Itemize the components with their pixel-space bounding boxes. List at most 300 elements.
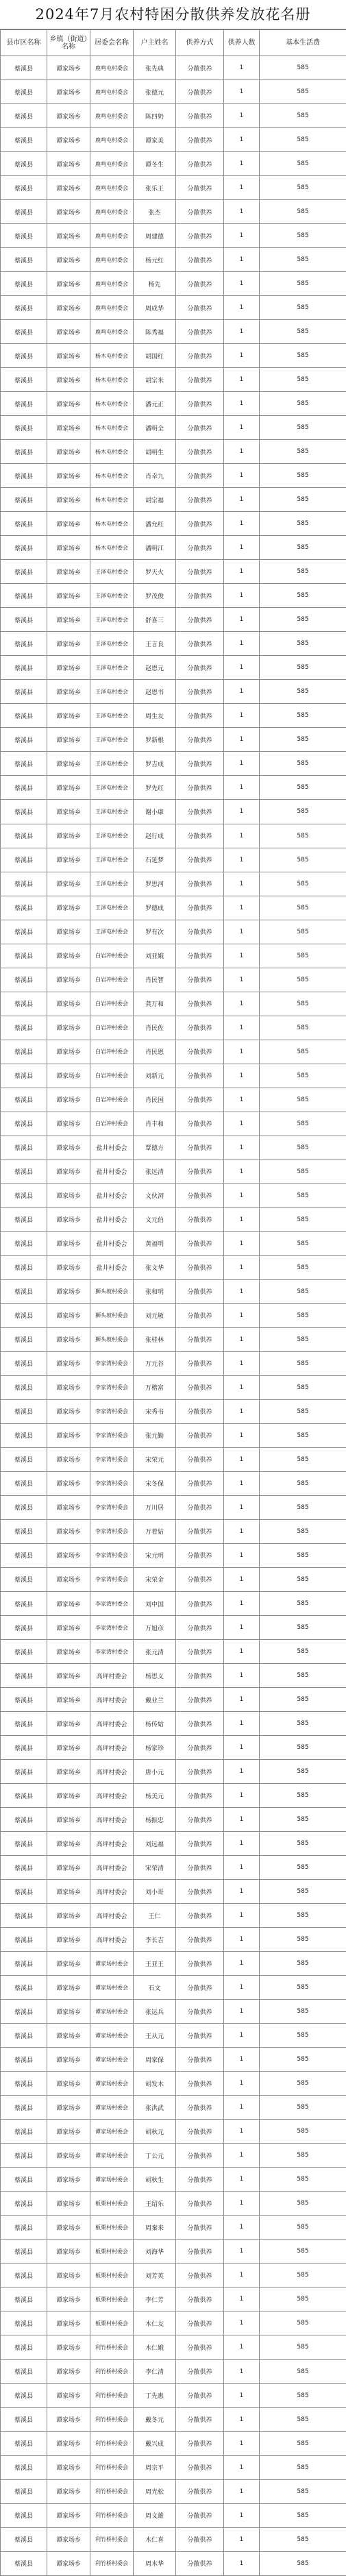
table-cell: 张桂林 xyxy=(134,1327,176,1351)
column-header: 户主姓名 xyxy=(134,30,176,56)
table-cell: 585 xyxy=(260,56,346,80)
table-cell: 1 xyxy=(224,2216,260,2240)
table-cell: 陈四奶 xyxy=(134,104,176,128)
table-cell: 胡秋元 xyxy=(134,2120,176,2144)
table-row xyxy=(1,752,346,776)
table-cell: 分散供养 xyxy=(176,608,224,632)
table-cell: 蔡溪县 xyxy=(1,488,47,512)
table-row xyxy=(1,392,346,416)
table-cell: 石延梦 xyxy=(134,848,176,872)
table-cell: 谭家场乡 xyxy=(47,992,90,1016)
table-cell: 谭家场乡 xyxy=(47,1207,90,1231)
table-cell: 1 xyxy=(224,1736,260,1760)
table-cell: 鹿鸣屯村委会 xyxy=(90,104,134,128)
table-cell: 黄福明 xyxy=(134,1231,176,1255)
table-cell: 高坪村委会 xyxy=(90,1688,134,1712)
table-cell: 蔡溪县 xyxy=(1,2240,47,2264)
table-row xyxy=(1,1375,346,1399)
table-cell: 谭家场乡 xyxy=(47,2000,90,2024)
roster-table xyxy=(0,29,346,2576)
table-cell: 分散供养 xyxy=(176,1856,224,1880)
table-cell: 585 xyxy=(260,1616,346,1640)
table-cell: 王泽屯村委会 xyxy=(90,824,134,848)
table-cell: 分散供养 xyxy=(176,1880,224,1904)
table-cell: 蔡溪县 xyxy=(1,344,47,368)
table-cell: 罗吉成 xyxy=(134,752,176,776)
table-cell: 杨木屯村委会 xyxy=(90,440,134,464)
table-cell: 1 xyxy=(224,1064,260,1088)
table-row xyxy=(1,1928,346,1952)
table-cell: 刘中国 xyxy=(134,1592,176,1616)
table-cell: 585 xyxy=(260,776,346,800)
table-cell: 蔡溪县 xyxy=(1,2000,47,2024)
table-cell: 1 xyxy=(224,80,260,104)
table-cell: 蔡溪县 xyxy=(1,2551,47,2575)
table-cell: 板栗村村委会 xyxy=(90,2311,134,2335)
table-cell: 宋荣元 xyxy=(134,1447,176,1471)
table-cell: 谭家场乡 xyxy=(47,224,90,248)
table-cell: 585 xyxy=(260,1016,346,1040)
table-row xyxy=(1,896,346,920)
table-cell: 肖幸九 xyxy=(134,464,176,488)
table-cell: 1 xyxy=(224,1375,260,1399)
table-row xyxy=(1,2383,346,2407)
table-cell: 1 xyxy=(224,2264,260,2287)
table-cell: 1 xyxy=(224,1592,260,1616)
table-cell: 文伙洞 xyxy=(134,1183,176,1207)
table-cell: 万元谷 xyxy=(134,1351,176,1375)
table-cell: 585 xyxy=(260,1832,346,1856)
table-cell: 1 xyxy=(224,1880,260,1904)
table-cell: 1 xyxy=(224,2192,260,2216)
table-cell: 高坪村委会 xyxy=(90,1832,134,1856)
table-cell: 585 xyxy=(260,344,346,368)
table-cell: 龚万和 xyxy=(134,992,176,1016)
table-cell: 1 xyxy=(224,2000,260,2024)
table-cell: 谭家场乡 xyxy=(47,1760,90,1784)
table-cell: 肖民国 xyxy=(134,1088,176,1112)
table-cell: 谭家场村委会 xyxy=(90,2024,134,2048)
table-cell: 蔡溪县 xyxy=(1,1928,47,1952)
table-cell: 1 xyxy=(224,320,260,344)
table-cell: 板栗村村委会 xyxy=(90,2264,134,2287)
table-row xyxy=(1,872,346,896)
table-cell: 王亚王 xyxy=(134,1952,176,1976)
table-cell: 蔡溪县 xyxy=(1,2335,47,2359)
table-cell: 丁公元 xyxy=(134,2144,176,2168)
table-cell: 白岩冲村委会 xyxy=(90,944,134,968)
table-cell: 谭家场乡 xyxy=(47,56,90,80)
table-cell: 王泽屯村委会 xyxy=(90,776,134,800)
table-cell: 谭家场乡 xyxy=(47,2335,90,2359)
table-cell: 蔡溪县 xyxy=(1,728,47,752)
table-cell: 蔡溪县 xyxy=(1,824,47,848)
table-cell: 蔡溪县 xyxy=(1,1399,47,1423)
table-cell: 蔡溪县 xyxy=(1,368,47,392)
table-cell: 高坪村委会 xyxy=(90,1736,134,1760)
table-cell: 宋荣清 xyxy=(134,1856,176,1880)
table-cell: 利竹桥村委会 xyxy=(90,2359,134,2383)
table-cell: 谭家场村委会 xyxy=(90,2120,134,2144)
table-cell: 1 xyxy=(224,2383,260,2407)
table-cell: 罗茂俊 xyxy=(134,584,176,608)
table-cell: 585 xyxy=(260,440,346,464)
table-row xyxy=(1,2287,346,2311)
table-cell: 585 xyxy=(260,1112,346,1136)
table-cell: 1 xyxy=(224,1303,260,1327)
table-cell: 585 xyxy=(260,2359,346,2383)
table-cell: 丁先惠 xyxy=(134,2383,176,2407)
table-cell: 分散供养 xyxy=(176,2024,224,2048)
table-cell: 分散供养 xyxy=(176,536,224,560)
table-cell: 谢小康 xyxy=(134,800,176,824)
table-cell: 1 xyxy=(224,728,260,752)
table-cell: 万着姑 xyxy=(134,1519,176,1543)
table-cell: 板栗村村委会 xyxy=(90,2216,134,2240)
table-cell: 鹿鸣屯村委会 xyxy=(90,248,134,272)
table-cell: 蔡溪县 xyxy=(1,200,47,224)
table-cell: 狮头坡村委会 xyxy=(90,1327,134,1351)
table-cell: 1 xyxy=(224,2120,260,2144)
table-cell: 585 xyxy=(260,2168,346,2192)
table-cell: 585 xyxy=(260,800,346,824)
table-cell: 分散供养 xyxy=(176,2072,224,2096)
table-cell: 585 xyxy=(260,848,346,872)
table-cell: 谭家场乡 xyxy=(47,1471,90,1495)
table-cell: 585 xyxy=(260,464,346,488)
table-cell: 胡明生 xyxy=(134,440,176,464)
table-cell: 分散供养 xyxy=(176,776,224,800)
table-cell: 蔡溪县 xyxy=(1,1231,47,1255)
table-row xyxy=(1,1640,346,1664)
table-cell: 谭家场乡 xyxy=(47,536,90,560)
table-cell: 板栗村村委会 xyxy=(90,2287,134,2311)
table-cell: 1 xyxy=(224,2551,260,2575)
table-cell: 1 xyxy=(224,440,260,464)
table-cell: 分散供养 xyxy=(176,368,224,392)
table-cell: 蔡溪县 xyxy=(1,872,47,896)
table-cell: 1 xyxy=(224,1183,260,1207)
table-cell: 1 xyxy=(224,1784,260,1808)
table-cell: 585 xyxy=(260,2287,346,2311)
table-cell: 谭家场乡 xyxy=(47,2216,90,2240)
table-cell: 分散供养 xyxy=(176,752,224,776)
table-cell: 分散供养 xyxy=(176,2479,224,2503)
table-cell: 1 xyxy=(224,1088,260,1112)
table-row xyxy=(1,1832,346,1856)
table-cell: 杨家珍 xyxy=(134,1736,176,1760)
table-cell: 分散供养 xyxy=(176,1832,224,1856)
table-cell: 谭家场乡 xyxy=(47,1688,90,1712)
table-cell: 蔡溪县 xyxy=(1,1567,47,1591)
table-row xyxy=(1,2096,346,2120)
table-cell: 王泽屯村委会 xyxy=(90,704,134,728)
table-cell: 1 xyxy=(224,152,260,176)
table-cell: 1 xyxy=(224,1543,260,1567)
table-cell: 1 xyxy=(224,680,260,704)
table-cell: 谭家场乡 xyxy=(47,2048,90,2072)
table-cell: 585 xyxy=(260,1399,346,1423)
table-row xyxy=(1,1952,346,1976)
table-cell: 李家湾村委会 xyxy=(90,1567,134,1591)
table-cell: 1 xyxy=(224,2096,260,2120)
table-cell: 蔡溪县 xyxy=(1,80,47,104)
table-cell: 覃德方 xyxy=(134,1136,176,1160)
table-cell: 谭家场村委会 xyxy=(90,2072,134,2096)
table-cell: 585 xyxy=(260,1136,346,1160)
table-cell: 高坪村委会 xyxy=(90,1712,134,1736)
table-row xyxy=(1,2455,346,2479)
table-cell: 1 xyxy=(224,896,260,920)
table-cell: 谭家场乡 xyxy=(47,2311,90,2335)
table-cell: 585 xyxy=(260,80,346,104)
table-cell: 分散供养 xyxy=(176,440,224,464)
table-cell: 1 xyxy=(224,1279,260,1303)
table-cell: 分散供养 xyxy=(176,920,224,944)
table-row xyxy=(1,1760,346,1784)
table-cell: 1 xyxy=(224,1640,260,1664)
table-cell: 胡宗福 xyxy=(134,488,176,512)
table-row xyxy=(1,824,346,848)
table-cell: 谭家场村委会 xyxy=(90,1976,134,2000)
table-cell: 利竹桥村委会 xyxy=(90,2479,134,2503)
table-cell: 蔡溪县 xyxy=(1,1375,47,1399)
table-cell: 戴兴成 xyxy=(134,2431,176,2455)
table-cell: 585 xyxy=(260,1640,346,1664)
table-cell: 1 xyxy=(224,2479,260,2503)
table-cell: 蔡溪县 xyxy=(1,2503,47,2527)
table-row xyxy=(1,296,346,320)
table-cell: 蔡溪县 xyxy=(1,1543,47,1567)
table-cell: 585 xyxy=(260,1567,346,1591)
table-cell: 分散供养 xyxy=(176,896,224,920)
table-cell: 赵恩元 xyxy=(134,656,176,680)
table-cell: 蔡溪县 xyxy=(1,320,47,344)
table-cell: 蔡溪县 xyxy=(1,2144,47,2168)
table-cell: 1 xyxy=(224,1399,260,1423)
table-cell: 分散供养 xyxy=(176,128,224,152)
table-cell: 1 xyxy=(224,1016,260,1040)
table-cell: 蔡溪县 xyxy=(1,1471,47,1495)
table-cell: 1 xyxy=(224,1160,260,1183)
table-row xyxy=(1,320,346,344)
table-row xyxy=(1,368,346,392)
table-cell: 谭家场乡 xyxy=(47,1904,90,1928)
table-cell: 1 xyxy=(224,2240,260,2264)
table-cell: 杨木屯村委会 xyxy=(90,344,134,368)
table-cell: 分散供养 xyxy=(176,2048,224,2072)
table-cell: 蔡溪县 xyxy=(1,416,47,440)
table-cell: 胡宗米 xyxy=(134,368,176,392)
table-cell: 杨木屯村委会 xyxy=(90,416,134,440)
table-cell: 鹿鸣屯村委会 xyxy=(90,200,134,224)
table-cell: 谭家场乡 xyxy=(47,1808,90,1832)
table-cell: 1 xyxy=(224,632,260,656)
table-cell: 1 xyxy=(224,2048,260,2072)
table-cell: 585 xyxy=(260,2192,346,2216)
table-row xyxy=(1,2359,346,2383)
table-cell: 585 xyxy=(260,2264,346,2287)
table-cell: 蔡溪县 xyxy=(1,1279,47,1303)
table-cell: 谭家场乡 xyxy=(47,2120,90,2144)
table-row xyxy=(1,920,346,944)
table-cell: 谭家场乡 xyxy=(47,1592,90,1616)
table-cell: 蔡溪县 xyxy=(1,1112,47,1136)
table-cell: 分散供养 xyxy=(176,2096,224,2120)
table-cell: 蔡溪县 xyxy=(1,1064,47,1088)
table-cell: 谭家场乡 xyxy=(47,1712,90,1736)
table-cell: 585 xyxy=(260,2383,346,2407)
table-cell: 585 xyxy=(260,2240,346,2264)
table-cell: 585 xyxy=(260,2431,346,2455)
table-cell: 罗先红 xyxy=(134,776,176,800)
table-cell: 分散供养 xyxy=(176,2527,224,2551)
table-cell: 分散供养 xyxy=(176,728,224,752)
table-cell: 杨木屯村委会 xyxy=(90,368,134,392)
table-cell: 刘海华 xyxy=(134,2240,176,2264)
table-cell: 蔡溪县 xyxy=(1,1255,47,1279)
table-cell: 585 xyxy=(260,2144,346,2168)
table-cell: 1 xyxy=(224,1231,260,1255)
table-cell: 分散供养 xyxy=(176,1808,224,1832)
table-cell: 585 xyxy=(260,656,346,680)
table-cell: 谭家场乡 xyxy=(47,1351,90,1375)
table-cell: 谭家场村委会 xyxy=(90,1952,134,1976)
table-cell: 谭家场乡 xyxy=(47,1952,90,1976)
table-row xyxy=(1,1279,346,1303)
table-cell: 585 xyxy=(260,896,346,920)
table-cell: 谭家场乡 xyxy=(47,2359,90,2383)
table-cell: 宋秀书 xyxy=(134,1399,176,1423)
table-cell: 585 xyxy=(260,2311,346,2335)
table-cell: 谭家场乡 xyxy=(47,2527,90,2551)
table-cell: 585 xyxy=(260,128,346,152)
table-cell: 谭家场乡 xyxy=(47,1519,90,1543)
table-row xyxy=(1,104,346,128)
table-cell: 分散供养 xyxy=(176,1688,224,1712)
table-cell: 分散供养 xyxy=(176,1736,224,1760)
table-row xyxy=(1,1423,346,1447)
table-cell: 分散供养 xyxy=(176,1160,224,1183)
table-cell: 蔡溪县 xyxy=(1,2431,47,2455)
table-cell: 1 xyxy=(224,1664,260,1688)
table-cell: 585 xyxy=(260,2024,346,2048)
table-row xyxy=(1,776,346,800)
table-cell: 谭家场乡 xyxy=(47,1016,90,1040)
table-cell: 585 xyxy=(260,296,346,320)
table-cell: 潘元正 xyxy=(134,392,176,416)
table-cell: 分散供养 xyxy=(176,1447,224,1471)
table-cell: 木仁喜 xyxy=(134,2527,176,2551)
table-cell: 1 xyxy=(224,2168,260,2192)
table-cell: 鹿鸣屯村委会 xyxy=(90,80,134,104)
table-cell: 张元勤 xyxy=(134,1423,176,1447)
table-cell: 1 xyxy=(224,1040,260,1064)
table-cell: 585 xyxy=(260,1760,346,1784)
table-cell: 1 xyxy=(224,1255,260,1279)
table-cell: 谭家场乡 xyxy=(47,896,90,920)
table-cell: 蔡溪县 xyxy=(1,2311,47,2335)
table-cell: 王泽屯村委会 xyxy=(90,632,134,656)
table-cell: 李家湾村委会 xyxy=(90,1519,134,1543)
table-cell: 谭家场乡 xyxy=(47,2168,90,2192)
table-cell: 585 xyxy=(260,1255,346,1279)
table-cell: 1 xyxy=(224,536,260,560)
table-cell: 谭家场乡 xyxy=(47,584,90,608)
table-cell: 585 xyxy=(260,1495,346,1519)
table-cell: 蔡溪县 xyxy=(1,1519,47,1543)
table-cell: 蔡溪县 xyxy=(1,128,47,152)
table-cell: 盐井村委会 xyxy=(90,1136,134,1160)
table-row xyxy=(1,1303,346,1327)
table-cell: 唐小元 xyxy=(134,1760,176,1784)
table-cell: 谭家场乡 xyxy=(47,440,90,464)
table-cell: 585 xyxy=(260,1375,346,1399)
table-cell: 白岩冲村委会 xyxy=(90,1040,134,1064)
table-cell: 1 xyxy=(224,1904,260,1928)
table-row xyxy=(1,1112,346,1136)
table-cell: 585 xyxy=(260,1040,346,1064)
table-cell: 585 xyxy=(260,2216,346,2240)
table-cell: 谭家场乡 xyxy=(47,2072,90,2096)
table-cell: 585 xyxy=(260,1904,346,1928)
table-cell: 蔡溪县 xyxy=(1,1303,47,1327)
table-cell: 蔡溪县 xyxy=(1,2407,47,2431)
table-cell: 李仁芳 xyxy=(134,2287,176,2311)
table-cell: 谭家场乡 xyxy=(47,704,90,728)
table-cell: 585 xyxy=(260,680,346,704)
table-cell: 高坪村委会 xyxy=(90,1664,134,1688)
table-row xyxy=(1,1088,346,1112)
table-cell: 1 xyxy=(224,512,260,536)
table-cell: 张元清 xyxy=(134,1640,176,1664)
table-cell: 蔡溪县 xyxy=(1,1688,47,1712)
table-cell: 蔡溪县 xyxy=(1,1808,47,1832)
table-cell: 谭家场乡 xyxy=(47,1231,90,1255)
table-cell: 利竹桥村委会 xyxy=(90,2431,134,2455)
table-cell: 1 xyxy=(224,968,260,992)
table-cell: 谭家场乡 xyxy=(47,2024,90,2048)
table-cell: 蔡溪县 xyxy=(1,176,47,200)
table-cell: 分散供养 xyxy=(176,1567,224,1591)
table-cell: 狮头坡村委会 xyxy=(90,1303,134,1327)
table-row xyxy=(1,800,346,824)
table-cell: 蔡溪县 xyxy=(1,656,47,680)
table-cell: 585 xyxy=(260,1664,346,1688)
table-cell: 1 xyxy=(224,1471,260,1495)
table-row xyxy=(1,1664,346,1688)
table-cell: 戴冬元 xyxy=(134,2407,176,2431)
table-cell: 谭家场乡 xyxy=(47,728,90,752)
table-cell: 谭家场乡 xyxy=(47,2479,90,2503)
table-row xyxy=(1,1064,346,1088)
table-row xyxy=(1,1207,346,1231)
table-cell: 谭家场乡 xyxy=(47,2431,90,2455)
table-cell: 1 xyxy=(224,656,260,680)
table-cell: 蔡溪县 xyxy=(1,2024,47,2048)
table-cell: 谭家场乡 xyxy=(47,1784,90,1808)
table-cell: 谭家场乡 xyxy=(47,656,90,680)
table-cell: 1 xyxy=(224,752,260,776)
table-cell: 585 xyxy=(260,1712,346,1736)
table-cell: 1 xyxy=(224,1760,260,1784)
table-cell: 罗思河 xyxy=(134,872,176,896)
table-cell: 杨木屯村委会 xyxy=(90,488,134,512)
table-cell: 白岩冲村委会 xyxy=(90,1016,134,1040)
table-row xyxy=(1,176,346,200)
table-cell: 谭家场乡 xyxy=(47,1736,90,1760)
table-cell: 1 xyxy=(224,200,260,224)
